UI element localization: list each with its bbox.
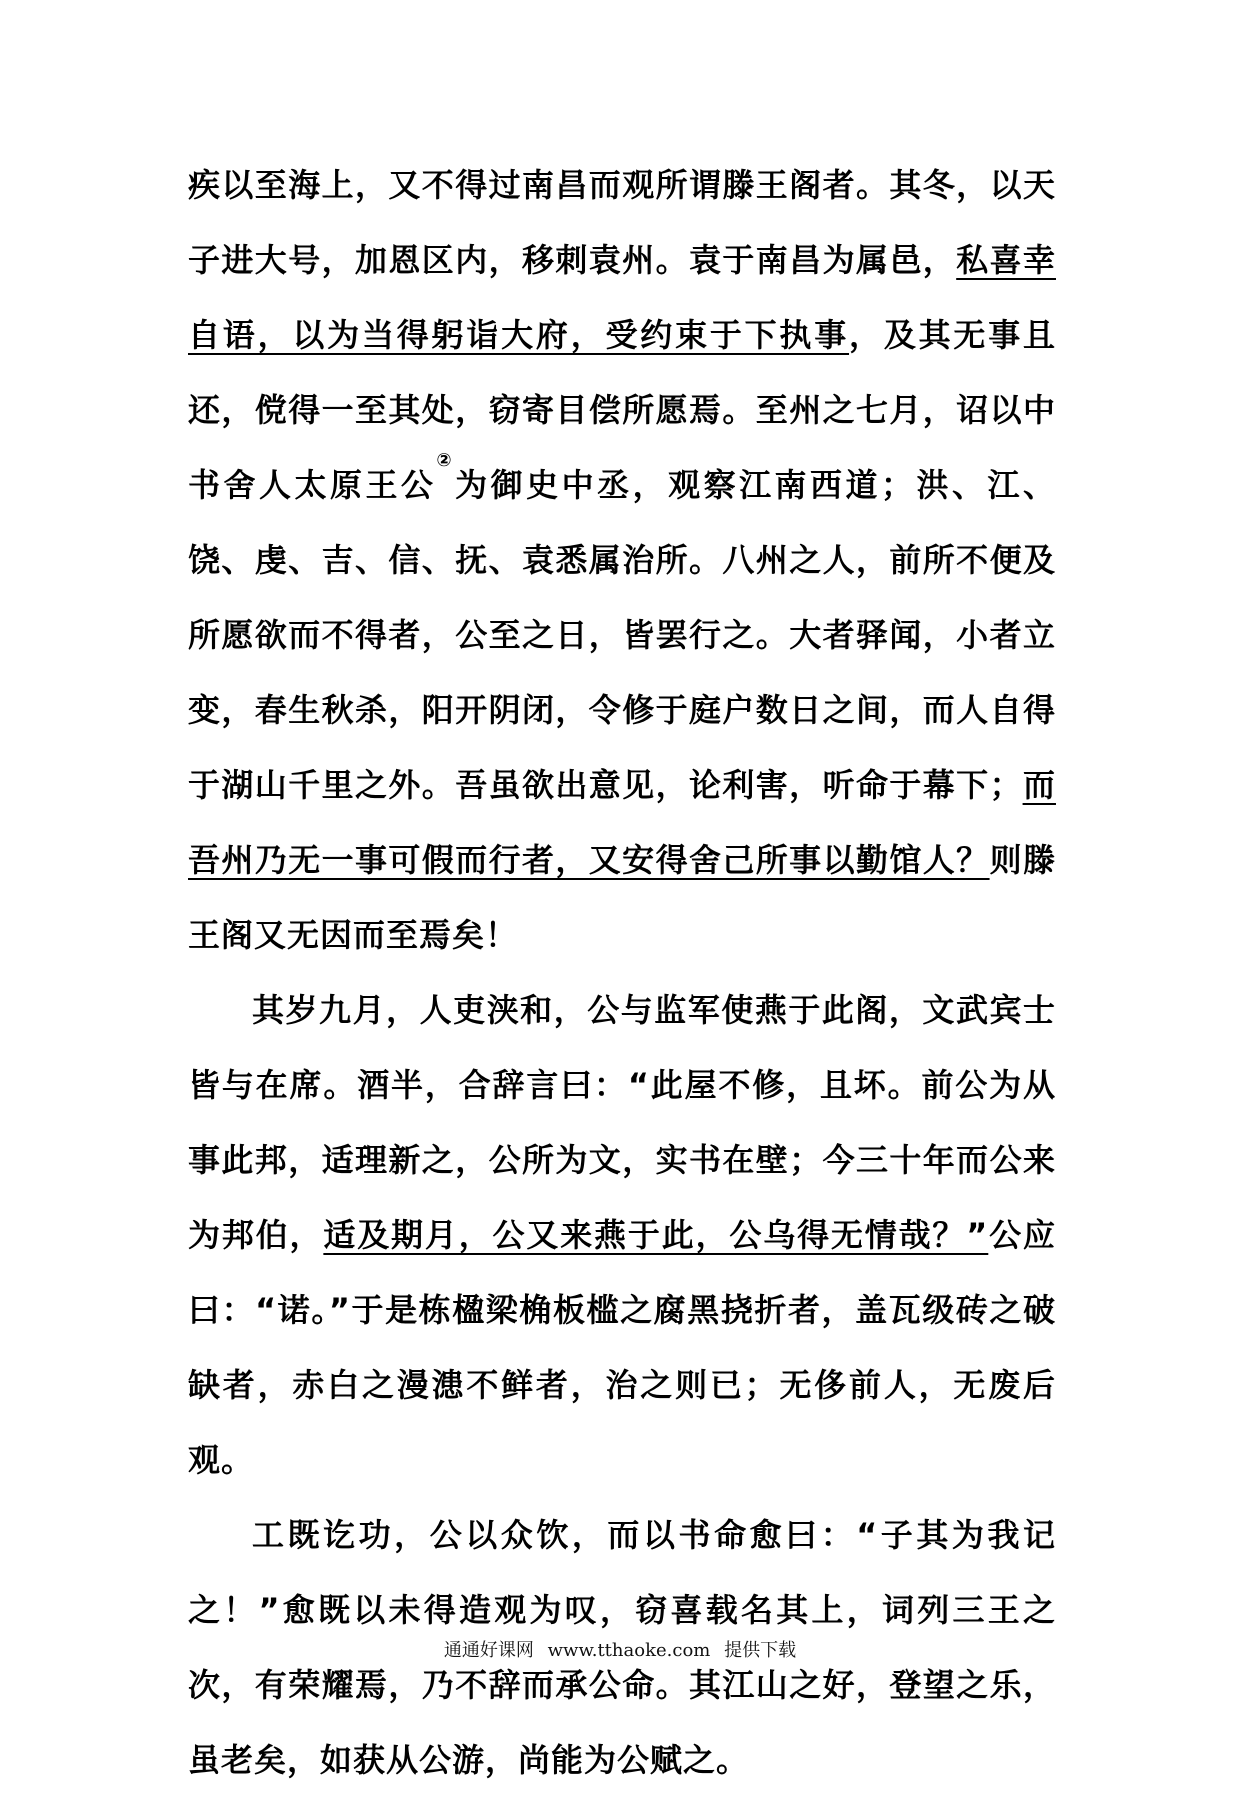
footnote-marker: ②: [436, 450, 456, 471]
footer-tagline: 提供下载: [724, 1640, 797, 1661]
underlined-sentence-2: 而吾州乃无一事可假而行者，又安得舍己所事以勤馆人？: [188, 766, 1056, 879]
page-footer: [0, 1636, 1240, 1662]
underlined-sentence-1: 私喜幸自语，以为当得躬诣大府，受约束于下执事: [188, 241, 1056, 354]
footer-url[interactable]: www.tthaoke.com: [547, 1640, 711, 1661]
paragraph-1-text-b: ，及其无事且还，傥得一至其处，窃寄目偿所愿焉。至州之七月，诏以中书舍人太原王公: [188, 316, 1056, 504]
paragraph-2-text-a: 其岁九月，人吏浃和，公与监军使燕于此阁，文武宾士皆与在席。酒半，合辞言曰：“此屋不修，且坏。前公为从事此邦，适理新之，公所为文，实书在壁；今三十年而公来为邦伯，: [188, 991, 1056, 1254]
essay-body: [188, 148, 1056, 1798]
paragraph-1-text-a: 疾以至海上，又不得过南昌而观所谓滕王阁者。其冬，以天子进大号，加恩区内，移刺袁州。袁于南昌为属邑，: [188, 166, 1056, 279]
paragraph-1-text-d: 则滕王阁又无因而至焉矣！: [188, 841, 1056, 954]
footer-site-name: 通通好课网: [443, 1640, 534, 1661]
paragraph-1: [188, 148, 1056, 973]
paragraph-3-text: 工既讫功，公以众饮，而以书命愈曰：“子其为我记之！”愈既以未得造观为叹，窃喜载名其上，词列三王之次，有荣耀焉，乃不辞而承公命。其江山之好，登望之乐，虽老矣，如获从公游，尚能为公赋之。: [188, 1516, 1056, 1779]
paragraph-2: [188, 973, 1056, 1498]
paragraph-1-text-c: 为御史中丞，观察江南西道；洪、江、饶、虔、吉、信、抚、袁悉属治所。八州之人，前所不便及所愿欲而不得者，公至之日，皆罢行之。大者驿闻，小者立变，春生秋杀，阳开阴闭，令修于庭户数日之间，而人自得于湖山千里之外。吾虽欲出意见，论利害，听命于幕下；: [188, 466, 1056, 804]
underlined-sentence-3: 适及期月，公又来燕于此，公乌得无情哉？”: [323, 1216, 989, 1254]
paragraph-2-text-b: 公应曰：“诺。”于是栋楹梁桷板槛之腐黑挠折者，盖瓦级砖之破缺者，赤白之漫漶不鲜者，治之则已；无侈前人，无废后观。: [188, 1216, 1056, 1479]
